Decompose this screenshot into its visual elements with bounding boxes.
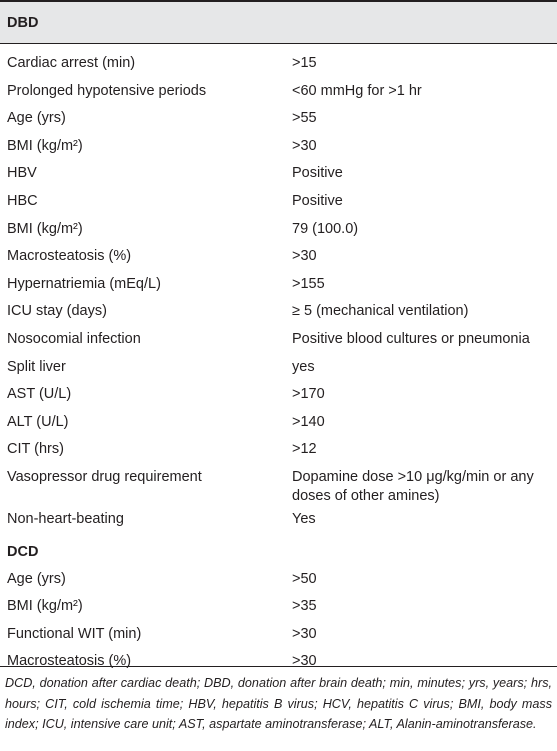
table-footnote: DCD, donation after cardiac death; DBD, donation after brain death; min, minutes; yrs, years; hrs, hours; CIT, cold ischemia time; HBV, hepatitis B virus; HCV, hepatitis C virus; BMI, body mass index; ICU, intensive care unit; AST, aspartate aminotransferase; ALT, Alanin-aminotransferase. (0, 666, 557, 735)
table-row (0, 162, 557, 190)
table-row (0, 383, 557, 411)
criterion-value: >30 (292, 653, 317, 670)
criterion-value: 79 (100.0) (292, 220, 359, 237)
criterion-label: Split liver (7, 358, 66, 375)
criterion-label: HBV (7, 165, 37, 182)
criterion-value: <60 mmHg for >1 hr (292, 82, 422, 99)
section-title: DCD (7, 543, 39, 560)
table-row (0, 135, 557, 163)
criterion-label: Age (yrs) (7, 570, 66, 587)
criterion-label: AST (U/L) (7, 386, 72, 403)
table-row (0, 107, 557, 135)
table-row (0, 273, 557, 301)
criterion-value: >12 (292, 441, 317, 458)
table-row (0, 623, 557, 651)
criterion-value: Positive blood cultures or pneumonia (292, 330, 530, 347)
section-header-dbd (0, 0, 557, 44)
criterion-value: Positive (292, 192, 343, 209)
criterion-label: Nosocomial infection (7, 330, 141, 347)
criterion-label: Hypernatriemia (mEq/L) (7, 275, 161, 292)
table-row (0, 190, 557, 218)
table-row (0, 595, 557, 623)
criterion-label: BMI (kg/m²) (7, 137, 83, 154)
table-row (0, 245, 557, 273)
table-row (0, 300, 557, 328)
table-row (0, 568, 557, 596)
criterion-value: yes (292, 358, 315, 375)
table-row (0, 52, 557, 80)
criterion-value: Yes (292, 510, 316, 527)
criterion-label: ICU stay (days) (7, 303, 107, 320)
table-row (0, 411, 557, 439)
section-header-dcd (0, 536, 557, 568)
criterion-label: Macrosteatosis (%) (7, 653, 132, 670)
criterion-value: >170 (292, 386, 325, 403)
section-title: DBD (7, 14, 39, 31)
criterion-value: >35 (292, 598, 317, 615)
criterion-label: Cardiac arrest (min) (7, 55, 136, 71)
criterion-label: HBC (7, 192, 38, 209)
table-row (0, 438, 557, 466)
criterion-value: >30 (292, 248, 317, 265)
criterion-value: >155 (292, 275, 325, 292)
criterion-label: ALT (U/L) (7, 413, 69, 430)
criterion-label: BMI (kg/m²) (7, 220, 83, 237)
table-row (0, 328, 557, 356)
criterion-label: Vasopressor drug requirement (7, 468, 202, 485)
table-row (0, 218, 557, 246)
criterion-label: Functional WIT (min) (7, 625, 142, 642)
criterion-label: CIT (hrs) (7, 441, 64, 458)
criterion-value: >15 (292, 55, 317, 71)
dbd-rows (0, 52, 557, 536)
criterion-label: Macrosteatosis (%) (7, 248, 132, 265)
table-row (0, 356, 557, 384)
criterion-value: >55 (292, 110, 317, 127)
dcd-rows (0, 568, 557, 678)
table-row (0, 508, 557, 536)
table-row (0, 466, 557, 508)
criterion-label: Age (yrs) (7, 110, 66, 127)
table-row (0, 80, 557, 108)
criterion-value: Dopamine dose >10 μg/kg/min or any doses of other amines) (292, 468, 534, 504)
criterion-value: Positive (292, 165, 343, 182)
criterion-value: >30 (292, 625, 317, 642)
criterion-value: >50 (292, 570, 317, 587)
criterion-value: >30 (292, 137, 317, 154)
criterion-value: ≥ 5 (mechanical ventilation) (292, 303, 469, 320)
criterion-value: >140 (292, 413, 325, 430)
criterion-label: Non-heart-beating (7, 510, 124, 527)
criterion-label: Prolonged hypotensive periods (7, 82, 207, 99)
criterion-label: BMI (kg/m²) (7, 598, 83, 615)
